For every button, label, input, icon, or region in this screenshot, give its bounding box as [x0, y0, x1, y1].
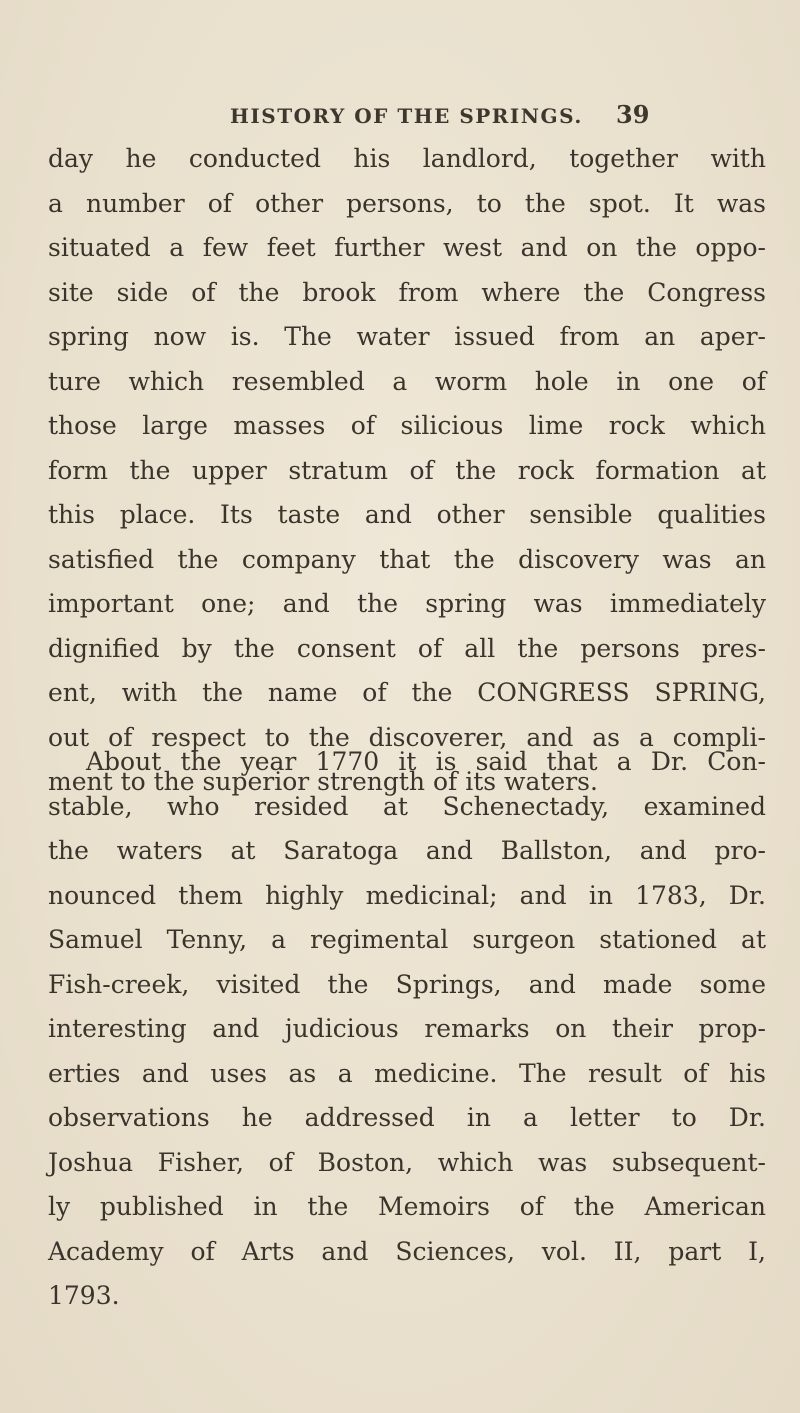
text-line: ent, with the name of the CONGRESS SPRING, [48, 678, 766, 707]
page-number: 39 [616, 100, 650, 129]
text-line: interesting and judicious remarks on their prop- [48, 1014, 766, 1043]
text-line: important one; and the spring was immediately [48, 589, 766, 618]
text-line: situated a few feet further west and on the oppo- [48, 233, 766, 262]
text-line: out of respect to the discoverer, and as a compli- [48, 722, 766, 752]
text-line: Samuel Tenny, a regimental surgeon stationed at [48, 925, 766, 954]
text-line: nounced them highly medicinal; and in 1783, Dr. [48, 880, 766, 910]
text-line: 1793. [48, 1281, 120, 1310]
text-line: About the year 1770 it is said that a Dr. Con- [86, 747, 766, 776]
text-line: spring now is. The water issued from an aper- [48, 322, 766, 351]
text-line: this place. Its taste and other sensible qualities [48, 500, 766, 529]
text-line: site side of the brook from where the Congress [48, 277, 766, 307]
text-line: ly published in the Memoirs of the American [48, 1192, 766, 1221]
text-line: dignified by the consent of all the persons pres- [48, 633, 766, 663]
text-line: Joshua Fisher, of Boston, which was subsequent- [48, 1147, 766, 1177]
text-line: erties and uses as a medicine. The result of his [48, 1058, 766, 1088]
paragraph-2 [48, 740, 766, 1319]
text-line: ment to the superior strength of its waters. [48, 767, 598, 796]
running-title: HISTORY OF THE SPRINGS. [230, 104, 583, 128]
text-line: those large masses of silicious lime rock which [48, 411, 766, 440]
text-line: Academy of Arts and Sciences, vol. II, part I, [48, 1236, 766, 1266]
text-line: the waters at Saratoga and Ballston, and pro- [48, 836, 766, 865]
running-head [0, 100, 800, 140]
paragraph-1 [48, 137, 766, 805]
text-line: a number of other persons, to the spot. It was [48, 188, 766, 218]
text-line: observations he addressed in a letter to Dr. [48, 1103, 766, 1132]
text-line: ture which resembled a worm hole in one of [48, 366, 766, 396]
text-line: Fish-creek, visited the Springs, and made some [48, 969, 766, 999]
text-line: satisfied the company that the discovery was an [48, 544, 766, 574]
text-line: form the upper stratum of the rock formation at [48, 455, 766, 485]
text-line: stable, who resided at Schenectady, examined [48, 791, 766, 821]
text-line: day he conducted his landlord, together with [48, 144, 766, 173]
